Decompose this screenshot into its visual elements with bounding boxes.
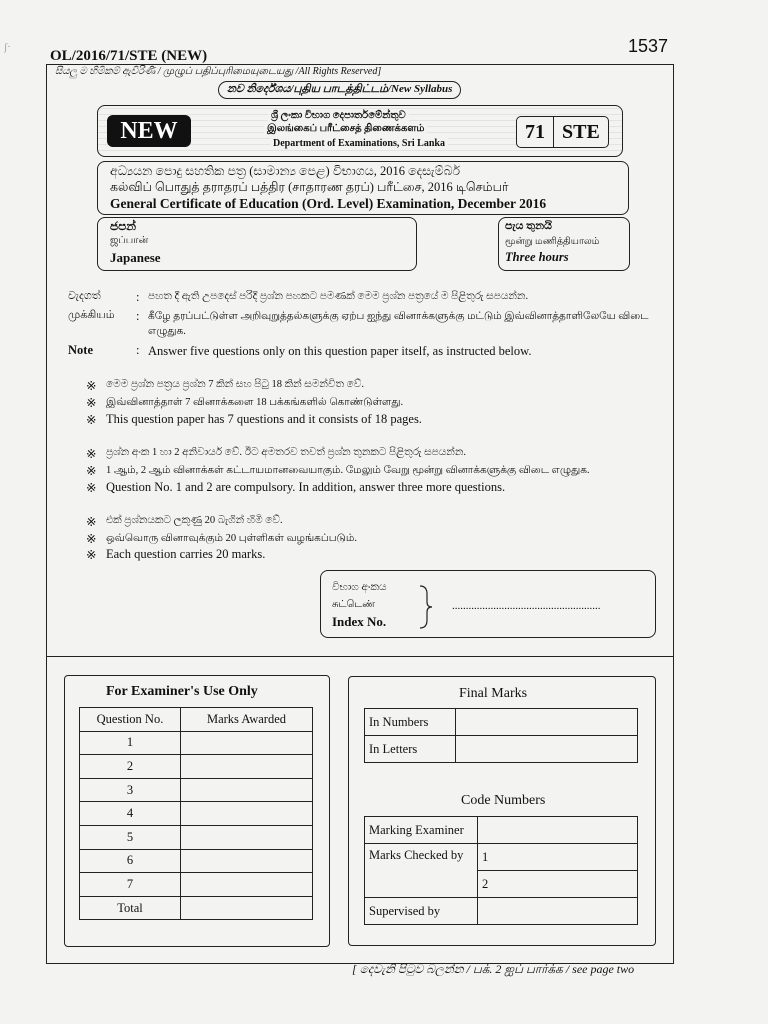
duration-tamil: மூன்று மணித்தியாலம்	[505, 237, 600, 247]
bullet-icon: ※	[86, 464, 97, 478]
table-row	[365, 709, 638, 736]
table-row	[365, 844, 638, 871]
marks-cell[interactable]	[181, 873, 313, 897]
table-row	[80, 731, 313, 755]
col-marks-awarded: Marks Awarded	[181, 708, 313, 732]
department-title-english: Department of Examinations, Sri Lanka	[270, 138, 448, 149]
total-label: Total	[80, 896, 181, 920]
question-number: 6	[80, 849, 181, 873]
syllabus-label: නව නිර්දේශය/புதிய பாடத்திட்டம்/New Syllabus	[218, 81, 461, 99]
note-label-english: Note	[68, 343, 93, 357]
col-question-no: Question No.	[80, 708, 181, 732]
table-row	[80, 755, 313, 779]
note-label-tamil: முக்கியம்	[68, 309, 115, 321]
note-text-tamil: கீழே தரப்பட்டுள்ள அறிவுறுத்தல்களுக்கு ஏற்ப ஐந்து வினாக்களுக்கு மட்டும் இவ்வினாத்தாளிலேயே விடை எழுதுக.	[148, 311, 649, 337]
subject-english: Japanese	[110, 250, 161, 265]
subject-sinhala: ජපන්	[110, 219, 136, 233]
marking-examiner-cell[interactable]	[478, 817, 638, 844]
bullet-text: ஒவ்வொரு வினாவுக்கும் 20 புள்ளிகள் வழங்கப்படும்.	[106, 533, 357, 544]
supervised-by-label: Supervised by	[365, 898, 478, 925]
question-number: 1	[80, 731, 181, 755]
marks-cell[interactable]	[181, 755, 313, 779]
marks-cell[interactable]	[181, 849, 313, 873]
page-number: 1537	[628, 36, 669, 56]
in-letters-cell[interactable]	[456, 736, 638, 763]
rights-notice: සියලු ම හිමිකම් ඇවිරිණි / முழுப் பதிப்புரிமையுடையது /All Rights Reserved]	[55, 66, 382, 77]
bullet-text: 1 ஆம், 2 ஆம் வினாக்கள் கட்டாயமானவையாகும். மேலும் வேறு மூன்று வினாக்களுக்கு விடை எழுதுக.	[106, 465, 590, 476]
marking-examiner-label: Marking Examiner	[365, 817, 478, 844]
table-row	[80, 778, 313, 802]
table-row	[80, 825, 313, 849]
department-title-sinhala: ශ්‍රී ලංකා විභාග දෙපාර්තමේන්තුව	[268, 110, 409, 121]
question-number: 7	[80, 873, 181, 897]
duration-english: Three hours	[505, 250, 569, 264]
new-badge: NEW	[107, 115, 191, 147]
bullet-text: එක් ප්‍රශ්නයකට ලකුණු 20 බැගින් හිමි වේ.	[106, 515, 283, 526]
code-numbers-table	[364, 816, 638, 925]
bullet-icon: ※	[86, 481, 97, 495]
note-colon: :	[136, 290, 140, 304]
final-marks-table	[364, 708, 638, 763]
bullet-icon: ※	[86, 379, 97, 393]
bullet-icon: ※	[86, 515, 97, 529]
subject-code-box	[516, 116, 609, 148]
paper-code: OL/2016/71/STE (NEW)	[50, 48, 208, 64]
in-numbers-label: In Numbers	[365, 709, 456, 736]
marks-cell[interactable]	[181, 778, 313, 802]
bullet-text: මෙම ප්‍රශ්න පත්‍රය ප්‍රශ්න 7 කින් සහ පිටු 18 කින් සමන්විත වේ.	[106, 379, 364, 390]
duration-sinhala: පැය තුනයි	[505, 220, 552, 232]
scan-mark: ʃ·	[4, 42, 11, 53]
subject-tamil: ஜப்பான்	[110, 235, 149, 246]
index-label-tamil: சுட்டெண்	[332, 599, 375, 610]
index-number-input[interactable]: ......................................................	[452, 600, 601, 612]
table-row	[365, 736, 638, 763]
table-row	[80, 849, 313, 873]
question-number: 5	[80, 825, 181, 849]
brace-icon	[418, 584, 434, 630]
table-row	[365, 817, 638, 844]
index-label-sinhala: විභාග අංකය	[332, 582, 387, 593]
table-row	[80, 873, 313, 897]
department-title-tamil: இலங்கைப் பரீட்சைத் திணைக்களம்	[264, 123, 427, 135]
bullet-icon: ※	[86, 447, 97, 461]
marks-cell[interactable]	[181, 731, 313, 755]
bullet-text: ප්‍රශ්න අංක 1 හා 2 අනිවාර්ය වේ. ඊට අමතරව තවත් ප්‍රශ්න තුනකට පිළිතුරු සපයන්න.	[106, 447, 466, 458]
checker-1-cell[interactable]: 1	[478, 844, 638, 871]
question-number: 3	[80, 778, 181, 802]
supervised-by-cell[interactable]	[478, 898, 638, 925]
note-colon: :	[136, 343, 140, 357]
bullet-icon: ※	[86, 532, 97, 546]
bullet-icon: ※	[86, 413, 97, 427]
note-text-sinhala: පහත දී ඇති උපදෙස් පරිදි ප්‍රශ්න පහකට පමණක් මෙම ප්‍රශ්න පත්‍රයේ ම පිළිතුරු සපයන්න.	[148, 291, 529, 302]
code-numbers-title: Code Numbers	[461, 793, 546, 808]
marks-cell[interactable]	[181, 825, 313, 849]
in-numbers-cell[interactable]	[456, 709, 638, 736]
marks-checked-label: Marks Checked by	[365, 844, 478, 898]
table-row	[80, 896, 313, 920]
checker-2-cell[interactable]: 2	[478, 871, 638, 898]
in-letters-label: In Letters	[365, 736, 456, 763]
question-number: 2	[80, 755, 181, 779]
examiner-marks-table	[79, 707, 313, 920]
bullet-text: Question No. 1 and 2 are compulsory. In addition, answer three more questions.	[106, 480, 506, 494]
final-marks-title: Final Marks	[459, 686, 528, 701]
bullet-icon: ※	[86, 548, 97, 562]
total-cell[interactable]	[181, 896, 313, 920]
examiner-title: For Examiner's Use Only	[106, 684, 258, 699]
bullet-icon: ※	[86, 396, 97, 410]
exam-title-english: General Certificate of Education (Ord. Level) Examination, December 2016	[110, 196, 547, 211]
footer-see-page-two: [ දෙවැනි පිටුව බලන්න / பக். 2 ஐப் பார்க்க / see page two	[352, 962, 635, 976]
exam-title-tamil: கல்விப் பொதுத் தராதரப் பத்திர (சாதாரண தரப்) பரீட்சை, 2016 டிசெம்பர்	[110, 180, 509, 194]
note-colon: :	[136, 309, 140, 323]
index-label-english: Index No.	[332, 614, 387, 629]
question-number: 4	[80, 802, 181, 826]
table-row	[365, 898, 638, 925]
table-row	[80, 802, 313, 826]
marks-cell[interactable]	[181, 802, 313, 826]
bullet-text: இவ்வினாத்தாள் 7 வினாக்களை 18 பக்கங்களில் கொண்டுள்ளது.	[106, 397, 404, 408]
bullet-text: This question paper has 7 questions and it consists of 18 pages.	[106, 412, 422, 426]
section-divider	[46, 656, 674, 657]
subject-code: 71	[525, 121, 545, 143]
subject-abbr: STE	[553, 117, 608, 147]
note-label-sinhala: වැදගත්	[68, 290, 101, 302]
table-header-row	[80, 708, 313, 732]
exam-title-sinhala: අධ්‍යයන පොදු සහතික පත්‍ර (සාමාන්‍ය පෙළ) විභාගය, 2016 දෙසැම්බර්	[110, 164, 461, 178]
note-text-english: Answer five questions only on this question paper itself, as instructed below.	[148, 344, 532, 358]
bullet-text: Each question carries 20 marks.	[106, 547, 266, 561]
